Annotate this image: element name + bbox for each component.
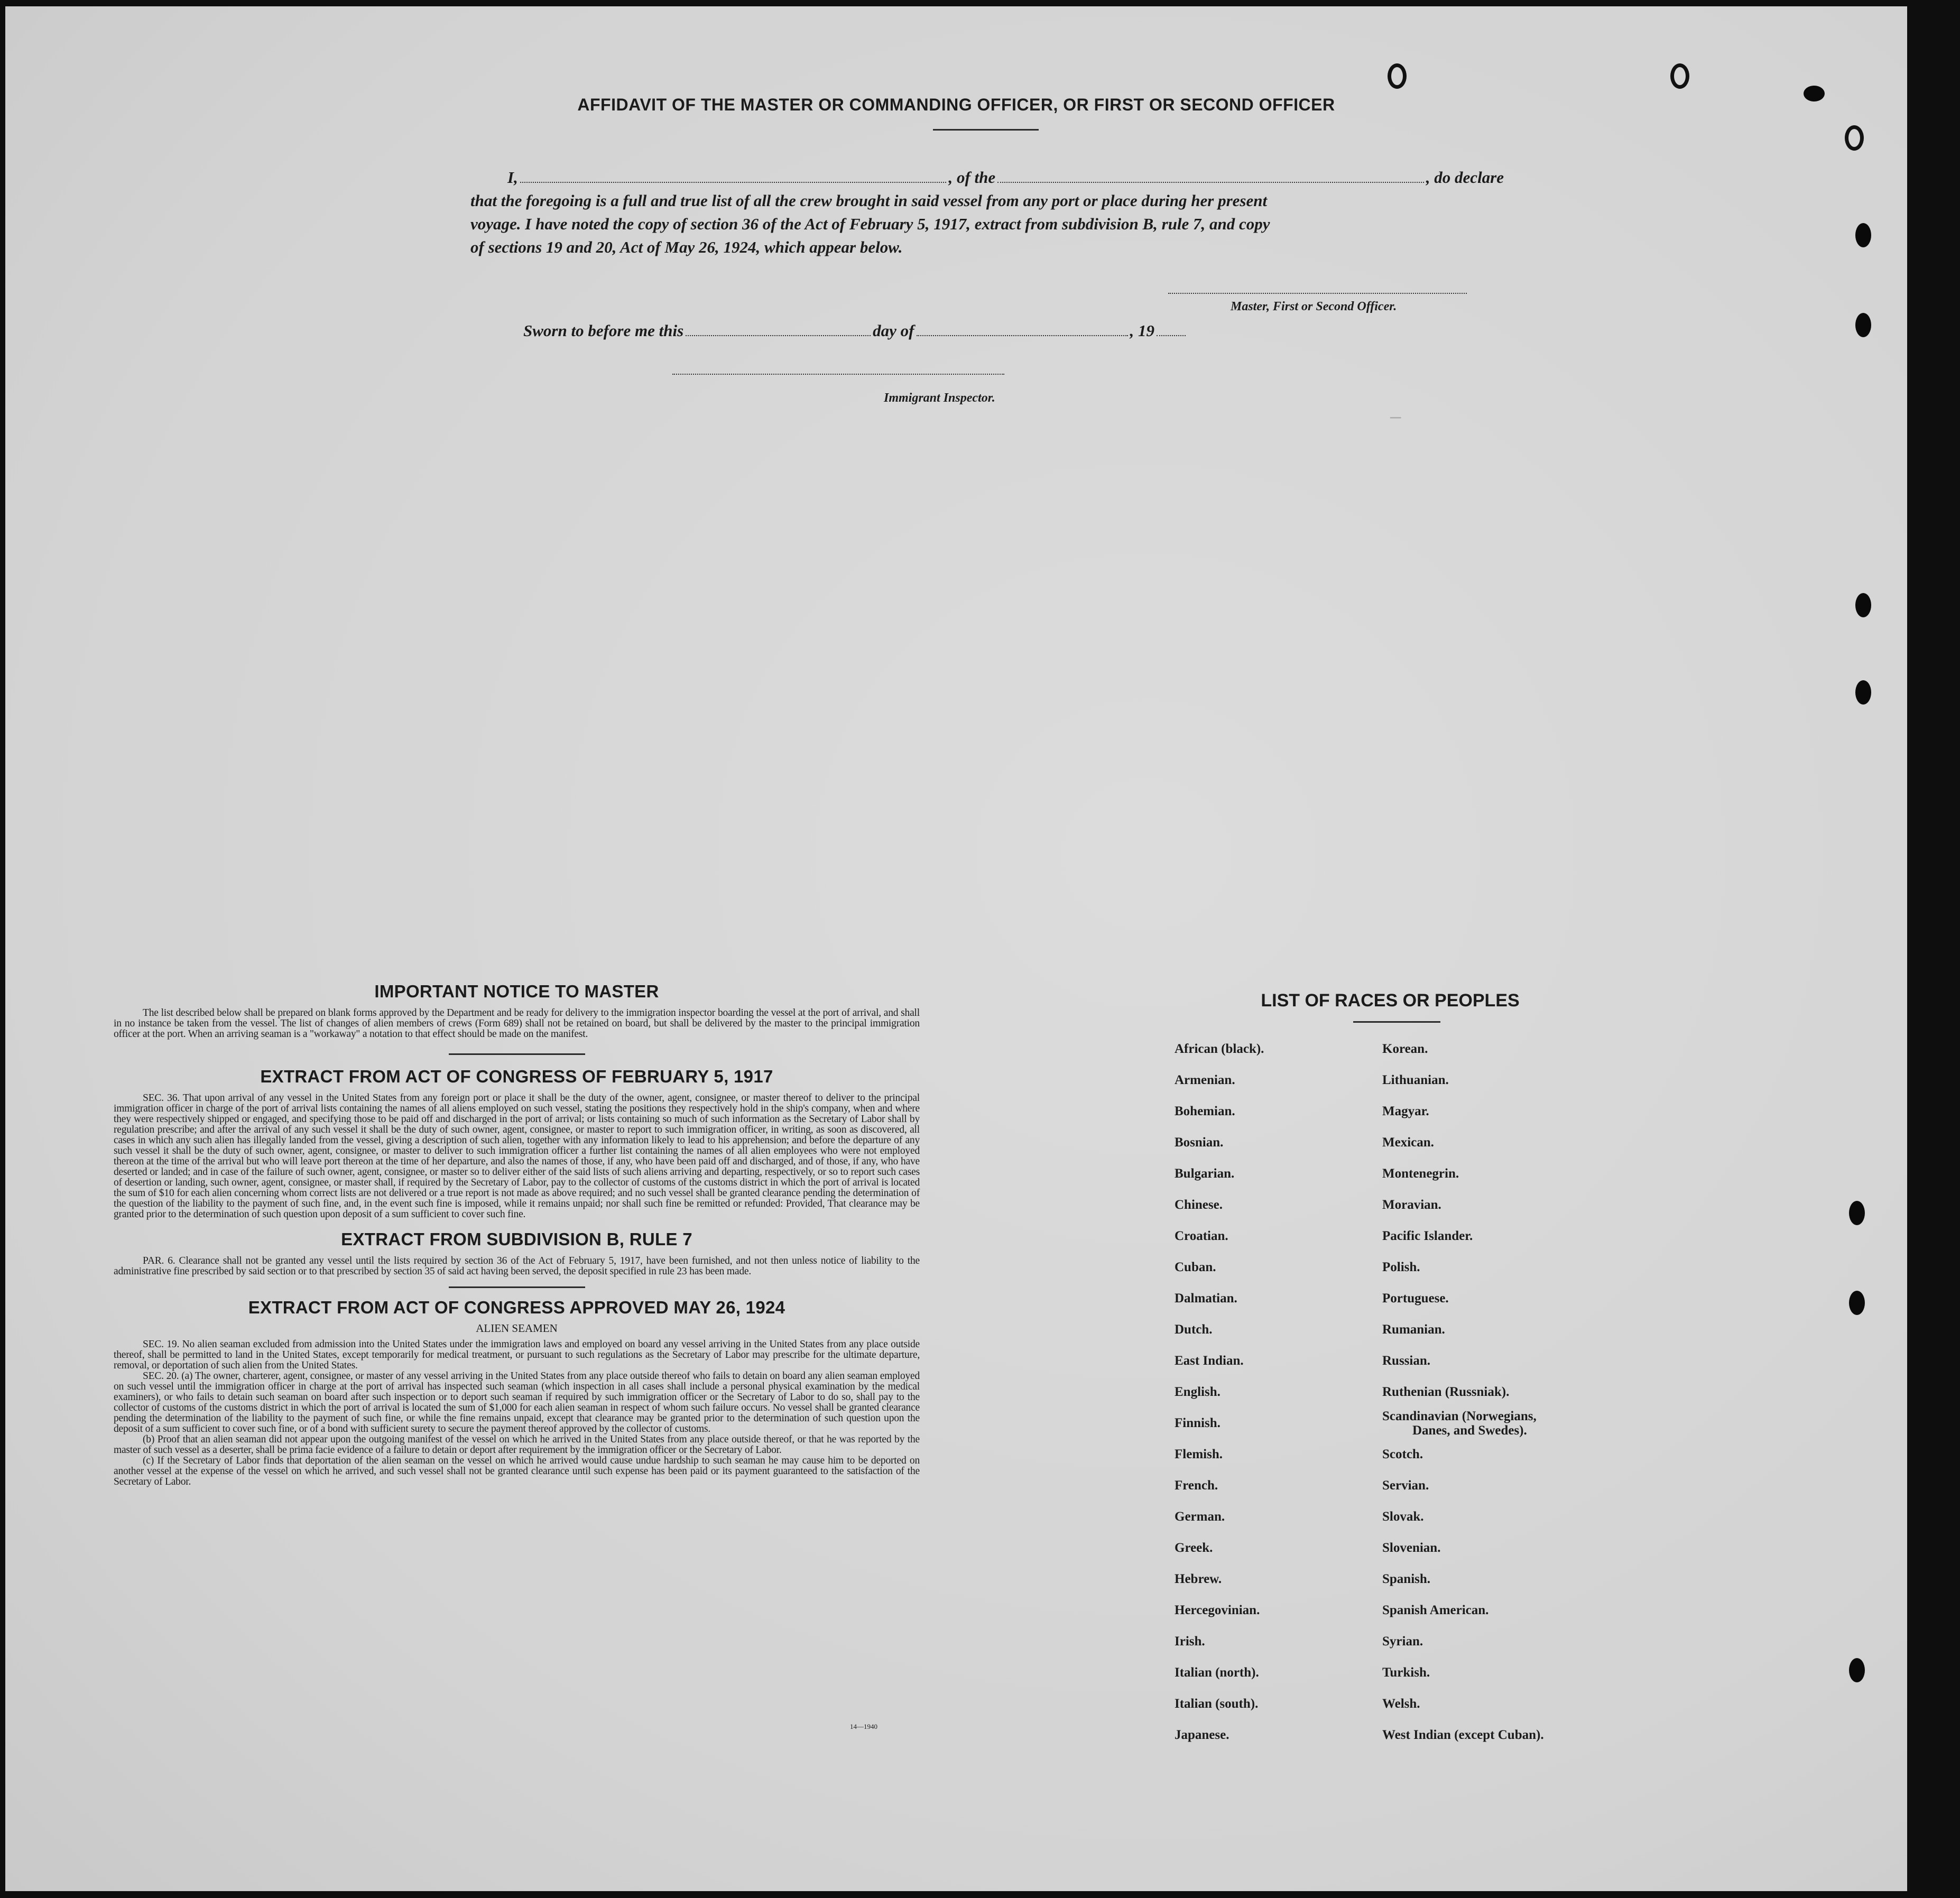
race-item: Dalmatian. [1175, 1291, 1237, 1306]
extract-rule7-title: EXTRACT FROM SUBDIVISION B, RULE 7 [341, 1229, 692, 1249]
extract-rule7-body: PAR. 6. Clearance shall not be granted any vessel until the lists required by section 36 of the Act of February 5, 1917, have been furnished, and not then unless notice of liability to the administrative fine prescribed by said section or to that prescribed by section 35 of said act having been served, the deposit specified in rule 23 has been made. [114, 1255, 920, 1277]
punch-hole [1855, 223, 1871, 247]
sworn-month-field[interactable] [917, 334, 1128, 336]
notice-column [114, 982, 920, 1487]
race-item: Greek. [1175, 1541, 1213, 1555]
affidavit-text-line: voyage. I have noted the copy of section 36 of the Act of February 5, 1917, extract from subdivision B, rule 7, and copy [470, 215, 1270, 233]
race-item: Moravian. [1382, 1198, 1441, 1212]
sec19-text: SEC. 19. No alien seaman excluded from admission into the United States under the immigration laws and employed on board any vessel arriving in the United States from any place outside thereof, shall be permitted to land in the United States, except temporarily for medical treatment, or pursuant to such regulations as the Secretary of Labor may prescribe for the ultimate departure, removal, or deportation of such alien from the United States. [114, 1339, 920, 1371]
race-item: Korean. [1382, 1042, 1428, 1056]
race-item: Spanish American. [1382, 1603, 1489, 1617]
inspector-caption: Immigrant Inspector. [884, 391, 995, 405]
race-item: Armenian. [1175, 1073, 1235, 1087]
punch-hole [1855, 680, 1871, 705]
bleed-through-mark: — [1390, 408, 1401, 428]
race-item: Hercegovinian. [1175, 1603, 1260, 1617]
master-signature-field[interactable] [1168, 293, 1467, 294]
year-label: , 19 [1130, 321, 1154, 340]
document-page [5, 6, 1907, 1891]
race-item: Russian. [1382, 1354, 1431, 1368]
race-item: East Indian. [1175, 1354, 1244, 1368]
race-item: Cuban. [1175, 1260, 1216, 1274]
notice-title: IMPORTANT NOTICE TO MASTER [374, 982, 659, 1001]
inspector-signature-field[interactable] [672, 374, 1004, 375]
punch-hole [1388, 63, 1407, 89]
race-item: Portuguese. [1382, 1291, 1449, 1306]
sworn-date-field[interactable] [686, 334, 871, 336]
master-signature-caption: Master, First or Second Officer. [1231, 300, 1397, 313]
punch-hole [1670, 63, 1689, 89]
extract-1917-body: SEC. 36. That upon arrival of any vessel in the United States from any foreign port or place it shall be the duty of the owner, agent, consignee, or master thereof to deliver to the principal immigration officer in charge of the port of arrival lists containing the names of all aliens employed on such vessel, stating the positions they respectively hold in the ship's company, when and where they were respectively shipped or engaged, and specifying those to be paid off and discharged in the port of arrival; or lists containing so much of such information as the Secretary of Labor shall by regulation prescribe; and after the arrival of any such vessel it shall be the duty of such owner, agent, consignee, or master to report to such immigration officer, in writing, as soon as discovered, all cases in which any such alien has illegally landed from the vessel, giving a description of such alien, together with any information likely to lead to his apprehension; and before the departure of any such vessel it shall be the duty of such owner, agent, consignee, or master to deliver to such immigration officer a further list containing the names of all alien employees who were not employed thereon at the time of the arrival but who will leave port thereon at the time of her departure, and also the names of those, if any, who have been paid off and discharged, and of those, if any, who have deserted or landed; and in case of the failure of such owner, agent, consignee, or master so to deliver either of the said lists of such aliens arriving and departing, respectively, or so to report such cases of desertion or landing, such owner, agent, consignee, or master shall, if required by the Secretary of Labor, pay to the collector of customs of the customs district in which the port of arrival is located the sum of $10 for each alien concerning whom correct lists are not delivered or a true report is not made as above required; and no such vessel shall be granted clearance pending the determination of the question of the liability to the payment of such fine, and, in the event such fine is imposed, while it remains unpaid; nor shall such fine be remitted or refunded: Provided, That clearance may be granted prior to the determination of such question upon deposit of a sum sufficient to cover such fine. [114, 1092, 920, 1220]
race-item: Ruthenian (Russniak). [1382, 1385, 1510, 1399]
punch-hole [1855, 593, 1871, 617]
race-item: Scandinavian (Norwegians, [1382, 1409, 1537, 1423]
race-item-continuation: Danes, and Swedes). [1412, 1423, 1527, 1438]
sec20b-text: (b) Proof that an alien seaman did not appear upon the outgoing manifest of the vessel on which he arrived in the United States from any place outside thereof, or that he was reported by the master of such vessel as a deserter, shall be prima facie evidence of a failure to detain or deport after requirement by the immigration officer or the Secretary of Labor. [114, 1434, 920, 1456]
affidavit-text-line: of sections 19 and 20, Act of May 26, 1924, which appear below. [470, 238, 903, 256]
race-item: Mexican. [1382, 1135, 1434, 1150]
do-declare-label: , do declare [1426, 168, 1504, 187]
of-the-label: , of the [948, 168, 996, 187]
extract-1924-title: EXTRACT FROM ACT OF CONGRESS APPROVED MAY 26, 1924 [248, 1298, 785, 1317]
title-underline [933, 129, 1039, 131]
race-item: Italian (north). [1175, 1665, 1259, 1680]
race-item: Italian (south). [1175, 1697, 1259, 1711]
race-item: Polish. [1382, 1260, 1420, 1274]
title-underline [1353, 1021, 1440, 1023]
race-item: Japanese. [1175, 1728, 1229, 1742]
race-item: Welsh. [1382, 1697, 1420, 1711]
race-item: Flemish. [1175, 1447, 1223, 1461]
race-item: Hebrew. [1175, 1572, 1222, 1586]
race-item: French. [1175, 1478, 1218, 1493]
extract-1917-title: EXTRACT FROM ACT OF CONGRESS OF FEBRUARY 5, 1917 [260, 1067, 773, 1086]
sworn-line [523, 321, 1247, 340]
race-item: English. [1175, 1385, 1221, 1399]
race-item: German. [1175, 1510, 1225, 1524]
race-item: Spanish. [1382, 1572, 1431, 1586]
punch-hole [1849, 1291, 1865, 1315]
race-item: Croatian. [1175, 1229, 1228, 1243]
race-item: Irish. [1175, 1634, 1205, 1649]
race-item: Slovenian. [1382, 1541, 1441, 1555]
notice-body: The list described below shall be prepared on blank forms approved by the Department and be ready for delivery to the immigration inspector boarding the vessel at the port of arrival, and shall in no instance be taken from the vessel. The list of changes of alien members of crews (Form 689) shall not be retained on board, but shall be delivered by the master to the principal immigration officer at the port. When an arriving seaman is a "workaway" a notation to that effect should be made on the manifest. [114, 1007, 920, 1040]
race-item: Bohemian. [1175, 1104, 1235, 1118]
affidavit-text-line: that the foregoing is a full and true list of all the crew brought in said vessel from any port or place during her present [470, 191, 1268, 210]
punch-hole [1845, 125, 1864, 151]
race-item: Dutch. [1175, 1322, 1213, 1337]
race-item: West Indian (except Cuban). [1382, 1728, 1544, 1742]
race-item: Montenegrin. [1382, 1166, 1459, 1181]
vessel-name-field[interactable] [997, 181, 1424, 183]
punch-hole [1849, 1201, 1865, 1225]
race-item: Bosnian. [1175, 1135, 1224, 1150]
punch-hole [1849, 1658, 1865, 1682]
section-divider [449, 1053, 585, 1055]
race-item: Turkish. [1382, 1665, 1430, 1680]
form-number: 14—1940 [850, 1723, 877, 1730]
race-item: Magyar. [1382, 1104, 1429, 1118]
race-item: Bulgarian. [1175, 1166, 1235, 1181]
affidavit-title: AFFIDAVIT OF THE MASTER OR COMMANDING OFFICER, OR FIRST OR SECOND OFFICER [577, 95, 1335, 114]
race-item: Servian. [1382, 1478, 1429, 1493]
race-item: Slovak. [1382, 1510, 1424, 1524]
sworn-label: Sworn to before me this [523, 321, 684, 340]
sec20c-text: (c) If the Secretary of Labor finds that deportation of the alien seaman on the vessel on which he arrived would cause undue hardship to such seaman he may cause him to be deported on another vessel at the expense of the vessel on which he arrived, and such vessel shall not be granted clearance until such expense has been paid or its payment guaranteed to the satisfaction of the Secretary of Labor. [114, 1455, 920, 1487]
alien-seamen-subtitle: ALIEN SEAMEN [476, 1322, 558, 1335]
races-title: LIST OF RACES OR PEOPLES [1261, 990, 1520, 1011]
sec20a-text: SEC. 20. (a) The owner, charterer, agent, consignee, or master of any vessel arriving in the United States from any place outside thereof who fails to detain on board any alien seaman employed on such vessel until the immigration officer in charge at the port of arrival has inspected such seaman (which inspection in all cases shall include a personal physical examination by the medical examiners), or who fails to detain such seaman on board after such inspection or to deport such seaman if required by such immigration officer or the Secretary of Labor to do so, shall pay to the collector of customs of the customs district in which the port of arrival is located the sum of $1,000 for each alien seaman in respect of whom such failure occurs. No vessel shall be granted clearance pending the determination of the liability to the payment of such fine, or while the fine remains unpaid, except that clearance may be granted prior to the determination of such question upon the deposit of a sum sufficient to cover such fine, or of a bond with sufficient surety to secure the payment thereof approved by the collector of customs. [114, 1371, 920, 1434]
race-item: Scotch. [1382, 1447, 1423, 1461]
day-of-label: day of [873, 321, 914, 340]
race-item: African (black). [1175, 1042, 1264, 1056]
affidavit-i-label: I, [507, 168, 518, 187]
affidavit-declaration-line [470, 168, 1504, 187]
race-item: Chinese. [1175, 1198, 1223, 1212]
race-item: Finnish. [1175, 1416, 1221, 1430]
punch-hole [1855, 313, 1871, 337]
race-item: Rumanian. [1382, 1322, 1445, 1337]
race-item: Syrian. [1382, 1634, 1423, 1649]
sworn-year-field[interactable] [1157, 334, 1186, 336]
race-item: Lithuanian. [1382, 1073, 1449, 1087]
master-name-field[interactable] [520, 181, 947, 183]
race-item: Pacific Islander. [1382, 1229, 1473, 1243]
section-divider [449, 1286, 585, 1288]
